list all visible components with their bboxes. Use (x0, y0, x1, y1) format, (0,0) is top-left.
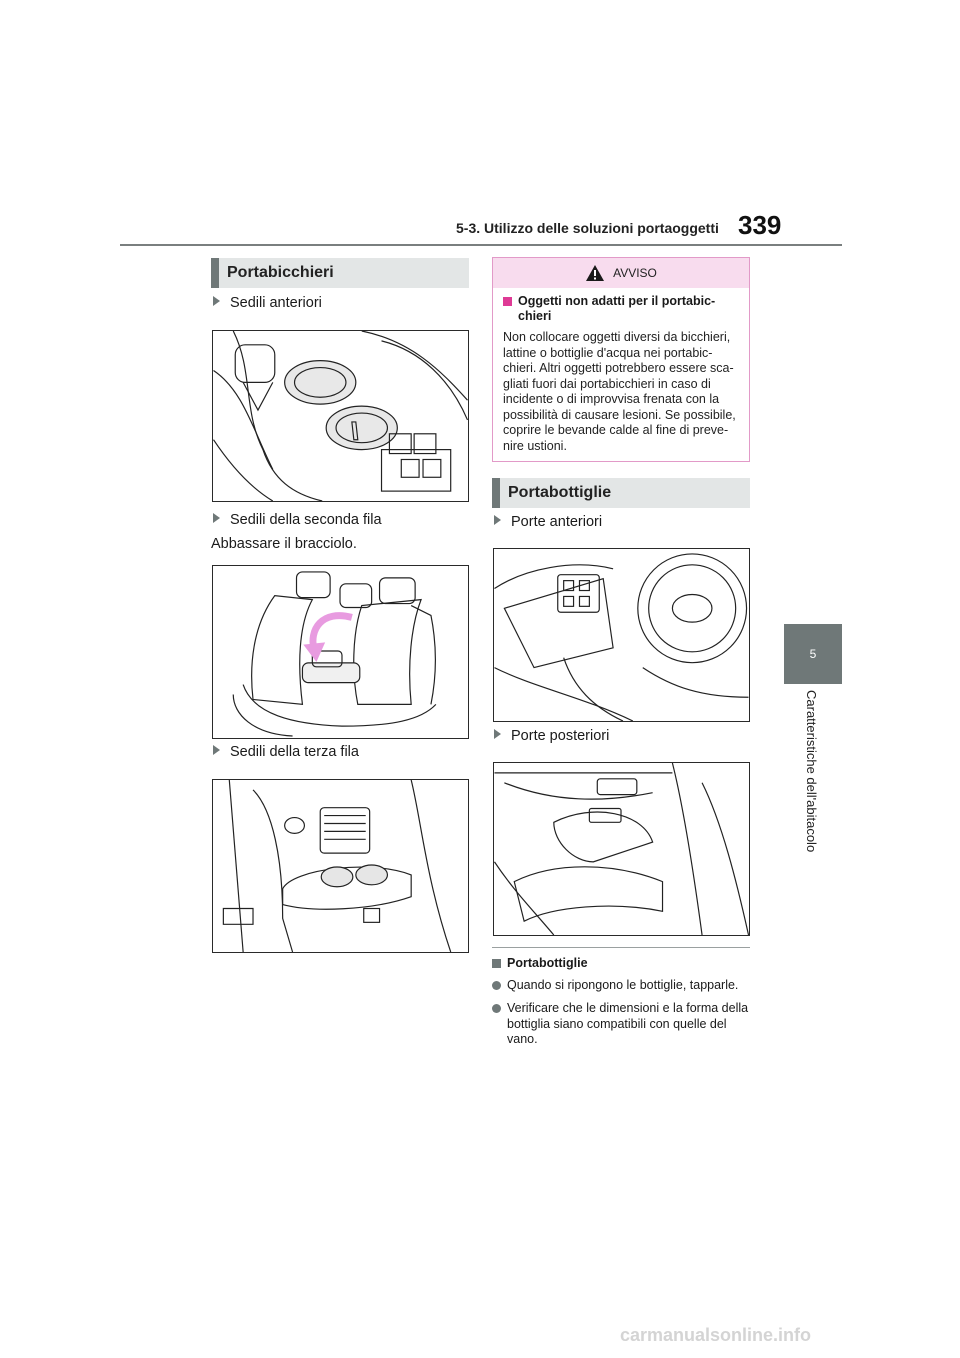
running-header-title: 5-3. Utilizzo delle soluzioni portaoggetti (456, 220, 719, 236)
section-heading-text: Portabicchieri (227, 264, 334, 281)
notes-divider (492, 947, 750, 948)
bullet-rear-doors (494, 728, 609, 744)
figure-front-cupholder (212, 330, 469, 502)
triangle-bullet-icon (213, 513, 220, 523)
warning-box (492, 257, 750, 462)
bullet-front-doors (494, 514, 602, 530)
figure-rear-door-bottle-holder (493, 762, 750, 936)
gray-dot-icon (492, 981, 501, 990)
note-item (492, 1001, 750, 1048)
section-heading-bottle-holders (492, 478, 750, 508)
note-text: Quando si ripongono le bottiglie, tapparle. (507, 978, 739, 992)
figure-second-row-armrest (212, 565, 469, 739)
bullet-label: Sedili anteriori (230, 295, 322, 311)
bullet-front-seats (213, 295, 322, 311)
notes-heading (492, 956, 588, 970)
triangle-bullet-icon (494, 729, 501, 739)
triangle-bullet-icon (494, 515, 501, 525)
warning-body: Non collocare oggetti diversi da bicchieri, lattine o bottiglie d'acqua nei portabic-chieri. Altri oggetti potrebbero essere sca-gliati fuori dai portabicchieri in caso di incidente o di improvvisa frenata con la possibilità di causare lesioni. Se possibile, coprire le bevande calde al fine di preve-nire ustioni. (503, 330, 736, 453)
chapter-tab (784, 624, 842, 684)
watermark: carmanualsonline.info (620, 1325, 812, 1345)
figure-third-row-cupholder (212, 779, 469, 953)
chapter-number: 5 (809, 647, 817, 661)
bullet-label: Sedili della terza fila (230, 744, 359, 760)
bullet-label: Sedili della seconda fila (230, 512, 382, 528)
gray-dot-icon (492, 1004, 501, 1013)
warning-header (493, 258, 749, 288)
page-number: 339 (738, 210, 782, 240)
section-heading-cupholders (211, 258, 469, 288)
warning-subtitle-row (503, 294, 741, 324)
triangle-bullet-icon (213, 296, 220, 306)
note-text: Verificare che le dimensioni e la forma della bottiglia siano compatibili con quelle del vano. (507, 1001, 749, 1046)
figure-front-door-bottle-holder (493, 548, 750, 722)
bullet-label: Porte anteriori (511, 514, 603, 530)
bullet-second-row (213, 512, 382, 528)
section-heading-text: Portabottiglie (508, 484, 612, 501)
note-item (492, 978, 750, 994)
warning-title: AVVISO (613, 266, 657, 280)
warning-triangle-icon (585, 264, 605, 282)
bullet-label: Porte posteriori (511, 728, 610, 744)
warning-subtitle: Oggetti non adatti per il portabic-chieri (518, 294, 716, 323)
header-divider (120, 244, 842, 246)
bullet-third-row (213, 744, 359, 760)
triangle-bullet-icon (213, 745, 220, 755)
instruction-text: Abbassare il bracciolo. (211, 536, 357, 552)
pink-square-icon (503, 297, 512, 306)
notes-heading-text: Portabottiglie (507, 956, 588, 970)
gray-square-icon (492, 959, 501, 968)
chapter-label: Caratteristiche dell'abitacolo (804, 690, 819, 853)
